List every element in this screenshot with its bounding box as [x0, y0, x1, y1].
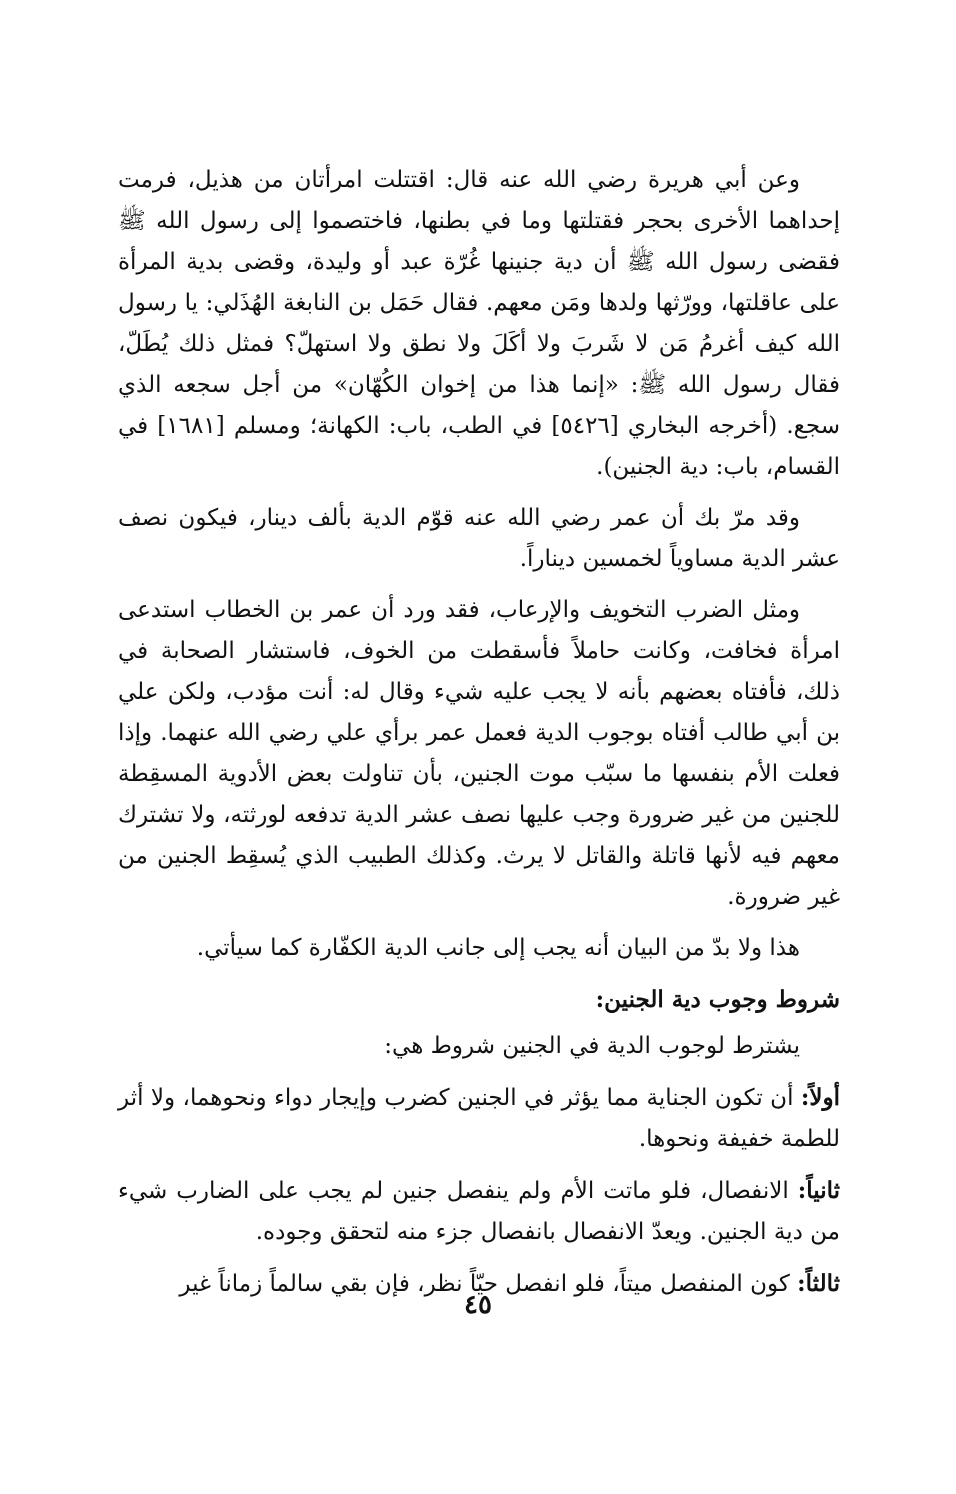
paragraph-expiation-note: هذا ولا بدّ من البيان أنه يجب إلى جانب الدية الكفّارة كما سيأتي. — [196, 935, 800, 961]
paragraph-hadith: وعن أبي هريرة رضي الله عنه قال: اقتتلت امرأتان من هذيل، فرمت إحداهما الأخرى بحجر فقتلتها وما في بطنها، فاختصموا إلى رسول الله ﷺ فقضى رسول الله ﷺ أن دية جنينها غُرّة عبد أو وليدة، وقضى بدية المرأة على عاقلتها، وورّثها ولدها ومَن معهم. فقال حَمَل بن النابغة الهُذَلي: يا رسول الله كيف أغرمُ مَن لا شَربَ ولا أكَلَ ولا نطق ولا استهلّ؟ فمثل ذلك يُطَلّ، فقال رسول الله ﷺ: «إنما هذا من إخوان الكُهّان» من أجل سجعه الذي سجع. (أخرجه البخاري [٥٤٢٦] في الطب، باب: الكهانة؛ ومسلم [١٦٨١] في القسام، باب: دية الجنين). — [118, 167, 840, 480]
condition-text: الانفصال، فلو ماتت الأم ولم ينفصل جنين لم يجب على الضارب شيء من دية الجنين. ويعدّ الانفصال بانفصال جزء منه لتحقق وجوده. — [118, 1178, 840, 1245]
condition-label: ثالثاً: — [797, 1270, 840, 1297]
page-body — [118, 160, 840, 1315]
section-intro: يشترط لوجوب الدية في الجنين شروط هي: — [384, 1033, 800, 1059]
paragraph-umar-valuation: وقد مرّ بك أن عمر رضي الله عنه قوّم الدية بألف دينار، فيكون نصف عشر الدية مساوياً لخمسين ديناراً. — [118, 505, 840, 572]
paragraph-intimidation: ومثل الضرب التخويف والإرعاب، فقد ورد أن عمر بن الخطاب استدعى امرأة فخافت، وكانت حاملاً فأسقطت من الخوف، فاستشار الصحابة في ذلك، فأفتاه بعضهم بأنه لا يجب عليه شيء وقال له: أنت مؤدب، ولكن علي بن أبي طالب أفتاه بوجوب الدية فعمل عمر برأي علي رضي الله عنهما. وإذا فعلت الأم بنفسها ما سبّب موت الجنين، بأن تناولت بعض الأدوية المسقِطة للجنين من غير ضرورة وجب عليها نصف عشر الدية تدفعه لورثته، ولا تشترك معهم فيه لأنها قاتلة والقاتل لا يرث. وكذلك الطبيب الذي يُسقِط الجنين من غير ضرورة. — [118, 597, 840, 910]
condition-text: كون المنفصل ميتاً، فلو انفصل حيّاً نظر، فإن بقي سالماً زماناً غير — [179, 1271, 798, 1297]
condition-text: أن تكون الجناية مما يؤثر في الجنين كضرب وإيجار دواء ونحوهما، ولا أثر للطمة خفيفة ونحوها. — [118, 1085, 840, 1152]
condition-item — [118, 1170, 840, 1253]
condition-label: ثانياً: — [797, 1177, 840, 1204]
condition-label: أولاً: — [800, 1084, 840, 1111]
section-heading: شروط وجوب دية الجنين: — [595, 986, 840, 1013]
page-number: ٤٥ — [464, 1290, 492, 1320]
condition-item — [118, 1077, 840, 1160]
